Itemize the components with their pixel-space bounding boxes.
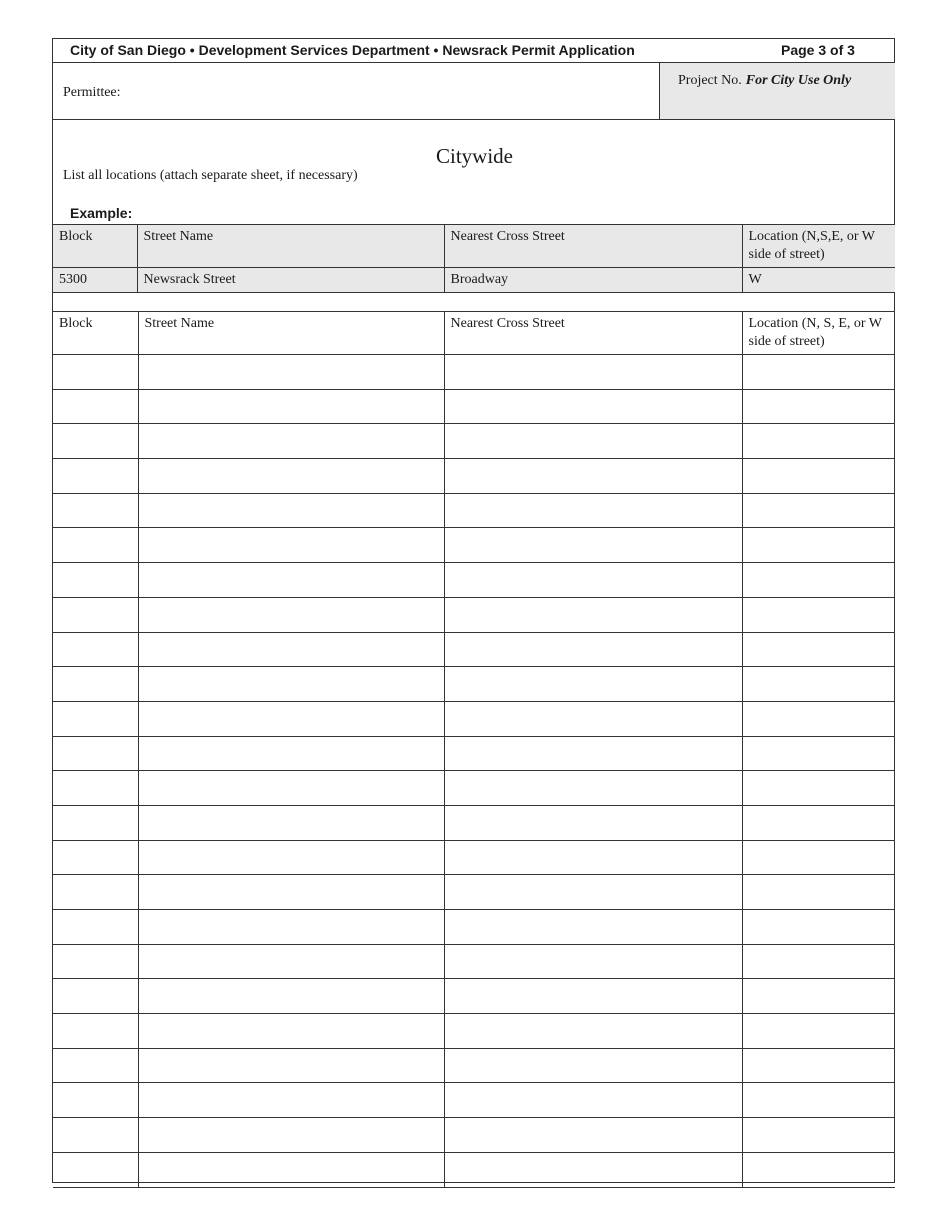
location-entry-row (53, 597, 895, 632)
block-input-cell[interactable] (53, 944, 138, 979)
example-table (53, 224, 895, 293)
location-input-cell[interactable] (742, 1048, 895, 1083)
street-input-cell[interactable] (138, 1083, 444, 1118)
header-cross-street: Nearest Cross Street (444, 312, 742, 355)
permittee-label: Permittee: (63, 85, 121, 100)
location-entry-row (53, 771, 895, 806)
block-input-cell[interactable] (53, 771, 138, 806)
table-spacer (53, 290, 894, 311)
street-input-cell[interactable] (138, 1118, 444, 1153)
street-input-cell[interactable] (138, 840, 444, 875)
block-input-cell[interactable] (53, 459, 138, 494)
location-entry-row (53, 389, 895, 424)
street-input-cell[interactable] (138, 1014, 444, 1049)
location-input-cell[interactable] (742, 910, 895, 945)
instructions-text: List all locations (attach separate sheet, if necessary) (63, 168, 358, 183)
street-input-cell[interactable] (138, 528, 444, 563)
street-input-cell[interactable] (138, 667, 444, 702)
cross-street-input-cell[interactable] (444, 1014, 742, 1049)
cross-street-input-cell[interactable] (444, 1118, 742, 1153)
project-number-value: For City Use Only (745, 73, 852, 88)
block-input-cell[interactable] (53, 563, 138, 598)
block-input-cell[interactable] (53, 736, 138, 771)
cross-street-input-cell[interactable] (444, 459, 742, 494)
example-header-cross-street: Nearest Cross Street (444, 225, 742, 268)
location-input-cell[interactable] (742, 493, 895, 528)
location-input-cell[interactable] (742, 1083, 895, 1118)
cross-street-input-cell[interactable] (444, 840, 742, 875)
location-input-cell[interactable] (742, 875, 895, 910)
block-input-cell[interactable] (53, 667, 138, 702)
project-number-box (659, 63, 895, 119)
location-entry-row (53, 1118, 895, 1153)
location-input-cell[interactable] (742, 979, 895, 1014)
street-input-cell[interactable] (138, 493, 444, 528)
street-input-cell[interactable] (138, 1152, 444, 1187)
block-input-cell[interactable] (53, 805, 138, 840)
block-input-cell[interactable] (53, 701, 138, 736)
cross-street-input-cell[interactable] (444, 667, 742, 702)
cross-street-input-cell[interactable] (444, 632, 742, 667)
newsrack-permit-form (52, 38, 895, 1183)
location-entry-row (53, 632, 895, 667)
location-entry-row (53, 528, 895, 563)
block-input-cell[interactable] (53, 840, 138, 875)
location-input-cell[interactable] (742, 1014, 895, 1049)
street-input-cell[interactable] (138, 701, 444, 736)
cross-street-input-cell[interactable] (444, 528, 742, 563)
cross-street-input-cell[interactable] (444, 1048, 742, 1083)
location-input-cell[interactable] (742, 701, 895, 736)
location-input-cell[interactable] (742, 771, 895, 806)
street-input-cell[interactable] (138, 632, 444, 667)
permittee-row (53, 63, 894, 120)
block-input-cell[interactable] (53, 389, 138, 424)
cross-street-input-cell[interactable] (444, 944, 742, 979)
example-header-location: Location (N,S,E, or W side of street) (742, 225, 895, 268)
location-input-cell[interactable] (742, 1152, 895, 1187)
cross-street-input-cell[interactable] (444, 563, 742, 598)
street-input-cell[interactable] (138, 597, 444, 632)
location-entry-row (53, 1048, 895, 1083)
example-header-row (53, 225, 895, 268)
cross-street-input-cell[interactable] (444, 910, 742, 945)
cross-street-input-cell[interactable] (444, 805, 742, 840)
cross-street-input-cell[interactable] (444, 771, 742, 806)
block-input-cell[interactable] (53, 424, 138, 459)
location-entry-row (53, 1152, 895, 1187)
cross-street-input-cell[interactable] (444, 1152, 742, 1187)
header-block: Block (53, 312, 138, 355)
cross-street-input-cell[interactable] (444, 736, 742, 771)
location-input-cell[interactable] (742, 459, 895, 494)
location-input-cell[interactable] (742, 597, 895, 632)
block-input-cell[interactable] (53, 1083, 138, 1118)
street-input-cell[interactable] (138, 944, 444, 979)
block-input-cell[interactable] (53, 1014, 138, 1049)
block-input-cell[interactable] (53, 979, 138, 1014)
cross-street-input-cell[interactable] (444, 1083, 742, 1118)
location-input-cell[interactable] (742, 632, 895, 667)
example-row (53, 268, 895, 293)
street-input-cell[interactable] (138, 355, 444, 390)
block-input-cell[interactable] (53, 355, 138, 390)
location-input-cell[interactable] (742, 805, 895, 840)
block-input-cell[interactable] (53, 597, 138, 632)
example-cross-street: Broadway (444, 268, 742, 293)
location-entry-row (53, 840, 895, 875)
block-input-cell[interactable] (53, 875, 138, 910)
location-input-cell[interactable] (742, 528, 895, 563)
block-input-cell[interactable] (53, 1048, 138, 1083)
location-input-cell[interactable] (742, 389, 895, 424)
header-street: Street Name (138, 312, 444, 355)
section-title: Citywide (436, 144, 513, 168)
locations-table (53, 311, 895, 1188)
location-entry-row (53, 979, 895, 1014)
cross-street-input-cell[interactable] (444, 424, 742, 459)
block-input-cell[interactable] (53, 1118, 138, 1153)
street-input-cell[interactable] (138, 424, 444, 459)
form-title: City of San Diego • Development Services Department • Newsrack Permit Application (70, 42, 635, 58)
location-input-cell[interactable] (742, 563, 895, 598)
cross-street-input-cell[interactable] (444, 875, 742, 910)
project-number-label: Project No. For City Use Only (678, 73, 852, 88)
street-input-cell[interactable] (138, 389, 444, 424)
example-header-block: Block (53, 225, 137, 268)
location-entry-row (53, 459, 895, 494)
cross-street-input-cell[interactable] (444, 493, 742, 528)
location-input-cell[interactable] (742, 667, 895, 702)
example-label: Example: (70, 205, 133, 221)
example-block: 5300 (53, 268, 137, 293)
block-input-cell[interactable] (53, 632, 138, 667)
street-input-cell[interactable] (138, 736, 444, 771)
cross-street-input-cell[interactable] (444, 701, 742, 736)
cross-street-input-cell[interactable] (444, 597, 742, 632)
block-input-cell[interactable] (53, 493, 138, 528)
block-input-cell[interactable] (53, 910, 138, 945)
locations-header-row (53, 312, 895, 355)
location-input-cell[interactable] (742, 736, 895, 771)
location-entry-row (53, 875, 895, 910)
location-input-cell[interactable] (742, 840, 895, 875)
cross-street-input-cell[interactable] (444, 979, 742, 1014)
location-entry-row (53, 1083, 895, 1118)
form-header (53, 39, 894, 63)
street-input-cell[interactable] (138, 875, 444, 910)
street-input-cell[interactable] (138, 805, 444, 840)
location-entry-row (53, 736, 895, 771)
block-input-cell[interactable] (53, 1152, 138, 1187)
header-location: Location (N, S, E, or W side of street) (742, 312, 895, 355)
location-entry-row (53, 563, 895, 598)
location-entry-row (53, 805, 895, 840)
street-input-cell[interactable] (138, 1048, 444, 1083)
location-entry-row (53, 910, 895, 945)
cross-street-input-cell[interactable] (444, 355, 742, 390)
page-number: Page 3 of 3 (781, 42, 855, 58)
location-entry-row (53, 355, 895, 390)
example-street: Newsrack Street (137, 268, 444, 293)
location-entry-row (53, 493, 895, 528)
street-input-cell[interactable] (138, 771, 444, 806)
cross-street-input-cell[interactable] (444, 389, 742, 424)
street-input-cell[interactable] (138, 563, 444, 598)
example-header-street: Street Name (137, 225, 444, 268)
location-entry-row (53, 701, 895, 736)
location-entry-row (53, 667, 895, 702)
location-input-cell[interactable] (742, 424, 895, 459)
location-entry-row (53, 944, 895, 979)
street-input-cell[interactable] (138, 910, 444, 945)
street-input-cell[interactable] (138, 459, 444, 494)
location-entry-row (53, 1014, 895, 1049)
example-location: W (742, 268, 895, 293)
location-entry-row (53, 424, 895, 459)
location-input-cell[interactable] (742, 1118, 895, 1153)
location-input-cell[interactable] (742, 355, 895, 390)
street-input-cell[interactable] (138, 979, 444, 1014)
block-input-cell[interactable] (53, 528, 138, 563)
location-input-cell[interactable] (742, 944, 895, 979)
